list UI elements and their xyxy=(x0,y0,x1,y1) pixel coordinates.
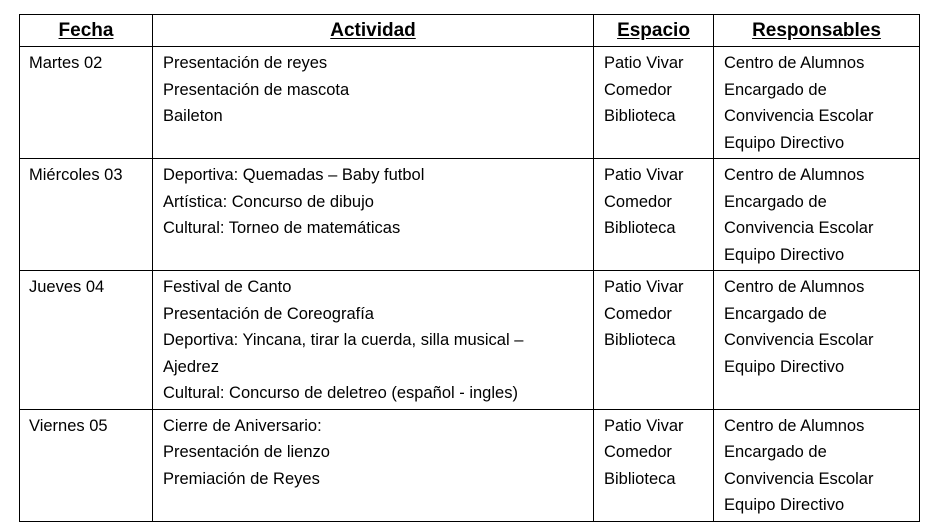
responsable-line: Encargado de xyxy=(724,80,827,99)
fecha-cell xyxy=(20,159,153,271)
table-row xyxy=(20,409,920,521)
espacio-line: Comedor xyxy=(604,192,672,211)
espacio-line: Comedor xyxy=(604,80,672,99)
actividad-line: Presentación de reyes xyxy=(163,54,328,72)
table-row xyxy=(20,47,920,159)
header-fecha-label: Fecha xyxy=(58,19,114,41)
actividad-cell xyxy=(153,47,594,159)
fecha-text: Miércoles 03 xyxy=(29,166,123,184)
responsable-line: Encargado de xyxy=(724,192,827,211)
fecha-text: Martes 02 xyxy=(29,54,103,72)
table-row xyxy=(20,271,920,410)
responsable-line: Equipo Directivo xyxy=(724,133,845,152)
espacio-line: Biblioteca xyxy=(604,219,676,237)
responsables-cell xyxy=(714,159,920,271)
espacio-line: Patio Vivar xyxy=(604,278,684,296)
espacio-line: Patio Vivar xyxy=(604,416,684,435)
espacio-line: Biblioteca xyxy=(604,469,676,488)
actividad-line: Premiación de Reyes xyxy=(163,469,320,488)
responsable-line: Equipo Directivo xyxy=(724,357,845,376)
actividad-cell xyxy=(153,159,594,271)
responsables-cell xyxy=(714,409,920,521)
actividad-line: Presentación de mascota xyxy=(163,80,350,99)
responsable-line: Convivencia Escolar xyxy=(724,219,874,237)
actividad-line: Cierre de Aniversario: xyxy=(163,416,322,435)
fecha-text: Jueves 04 xyxy=(29,278,105,296)
espacio-cell xyxy=(594,47,714,159)
espacio-line: Patio Vivar xyxy=(604,166,684,184)
header-espacio xyxy=(594,15,714,47)
fecha-text: Viernes 05 xyxy=(29,416,108,435)
header-row xyxy=(20,15,920,47)
actividad-line: Cultural: Torneo de matemáticas xyxy=(163,219,401,237)
responsable-line: Convivencia Escolar xyxy=(724,107,874,125)
responsable-line: Centro de Alumnos xyxy=(724,278,865,296)
responsable-line: Encargado de xyxy=(724,304,827,323)
espacio-cell xyxy=(594,271,714,410)
header-fecha xyxy=(20,15,153,47)
actividad-line: Festival de Canto xyxy=(163,278,292,296)
responsables-cell xyxy=(714,47,920,159)
espacio-line: Comedor xyxy=(604,304,672,323)
table-row xyxy=(20,159,920,271)
activity-schedule-table xyxy=(19,14,920,522)
header-responsables xyxy=(714,15,920,47)
actividad-line: Baileton xyxy=(163,107,223,125)
responsable-line: Equipo Directivo xyxy=(724,245,845,264)
responsable-line: Convivencia Escolar xyxy=(724,469,874,488)
actividad-cell xyxy=(153,409,594,521)
responsable-line: Convivencia Escolar xyxy=(724,331,874,349)
espacio-line: Comedor xyxy=(604,443,672,461)
actividad-line: Artística: Concurso de dibujo xyxy=(163,192,374,211)
espacio-line: Biblioteca xyxy=(604,331,676,349)
responsable-line: Centro de Alumnos xyxy=(724,166,865,184)
header-espacio-label: Espacio xyxy=(617,19,690,41)
responsable-line: Centro de Alumnos xyxy=(724,416,865,435)
header-actividad xyxy=(153,15,594,47)
fecha-cell xyxy=(20,409,153,521)
responsable-line: Centro de Alumnos xyxy=(724,54,865,72)
espacio-line: Biblioteca xyxy=(604,107,676,125)
actividad-line: Presentación de lienzo xyxy=(163,443,330,461)
responsables-cell xyxy=(714,271,920,410)
espacio-cell xyxy=(594,409,714,521)
actividad-line: Presentación de Coreografía xyxy=(163,304,374,323)
actividad-cell xyxy=(153,271,594,410)
responsable-line: Equipo Directivo xyxy=(724,496,845,514)
responsable-line: Encargado de xyxy=(724,443,827,461)
header-responsables-label: Responsables xyxy=(752,19,881,41)
actividad-line: Deportiva: Quemadas – Baby futbol xyxy=(163,166,425,184)
fecha-cell xyxy=(20,271,153,410)
fecha-cell xyxy=(20,47,153,159)
actividad-line: Deportiva: Yincana, tirar la cuerda, silla musical – Ajedrez xyxy=(163,331,524,376)
header-actividad-label: Actividad xyxy=(330,19,416,41)
actividad-line: Cultural: Concurso de deletreo (español - ingles) xyxy=(163,384,518,402)
espacio-line: Patio Vivar xyxy=(604,54,684,72)
espacio-cell xyxy=(594,159,714,271)
